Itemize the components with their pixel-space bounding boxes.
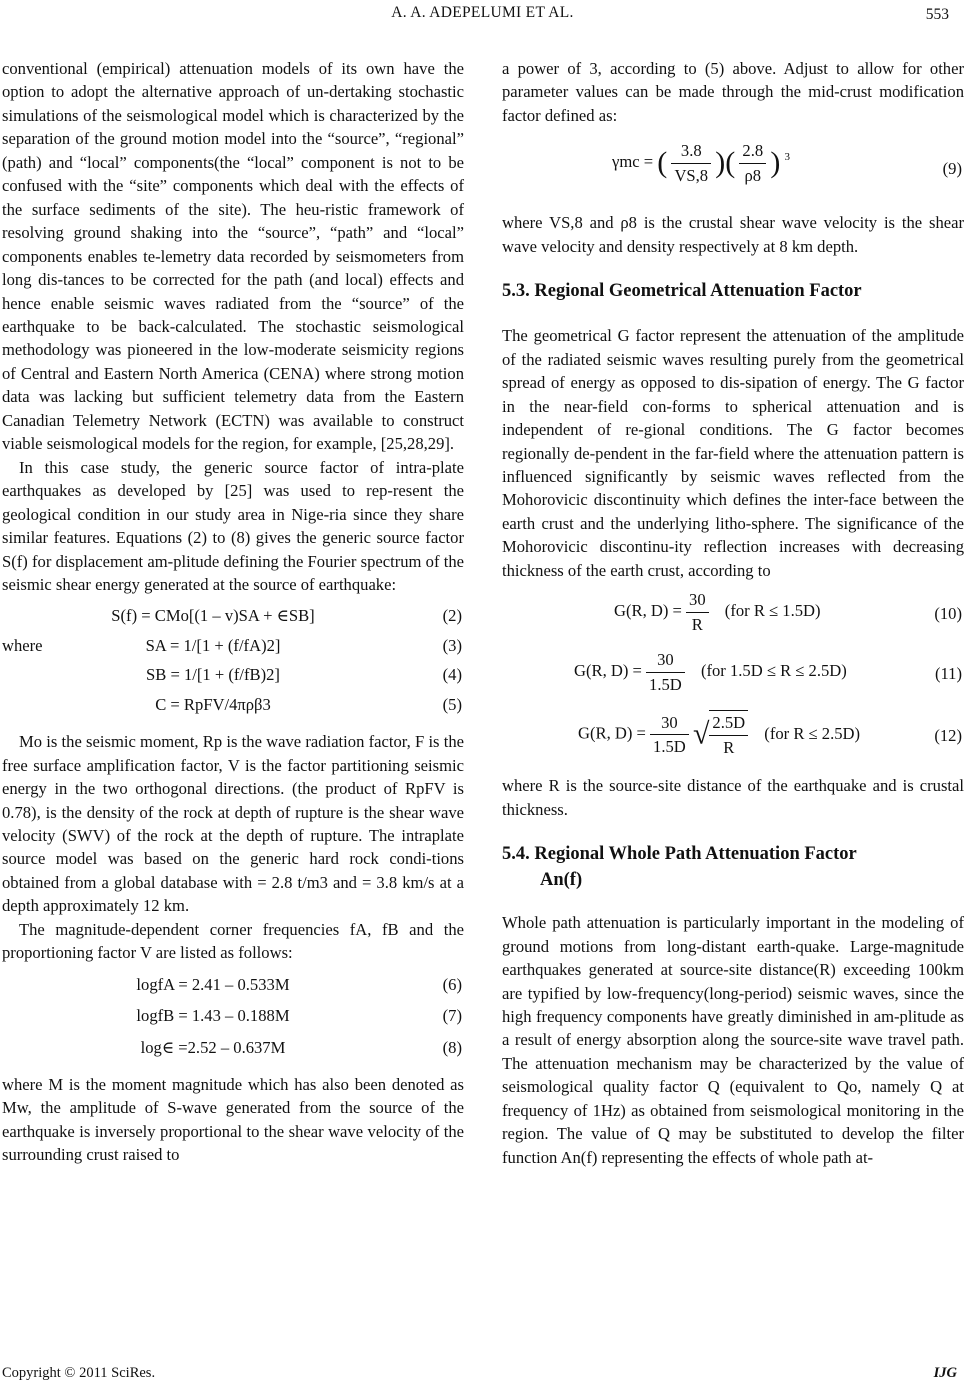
equation-number: (7): [442, 1006, 462, 1026]
equation-6: [2, 973, 464, 996]
equation-number: (4): [442, 665, 462, 685]
fraction-numerator: 30: [646, 648, 685, 672]
fraction-numerator: 30: [650, 711, 689, 735]
equation-number: (2): [442, 606, 462, 626]
sqrt-icon: √: [692, 717, 710, 751]
condition: (for R ≤ 1.5D): [724, 601, 821, 621]
equation-9: γmc = ( $\frac{3.8}{VS,8}$ )( $\frac{2.8}{\rho 8}$ ) $^3$ (9): [502, 133, 964, 207]
paragraph: a power of 3, according to (5) above. Adjust to allow for other parameter values can be made through the mid-crust modification factor defined as:: [502, 59, 964, 125]
equation-number: (5): [442, 694, 462, 714]
paragraph: Mo is the seismic moment, Rp is the wave radiation factor, F is the free surface amplification factor, V is the factor partitioning seismic energy in the two orthogonal directions. (the product of RpFV is 0.78), is the density of the rock at depth of rupture is the shear wave velocity (SWV) of the rock at the depth of rupture. The intraplate source model was based on the generic hard rock condi-tions obtained from a global database with = 2.8 t/m3 and = 3.8 km/s at a depth approximately 12 km.: [2, 732, 464, 916]
equation-number: (12): [934, 726, 962, 746]
page-number: 553: [925, 6, 949, 23]
equation-number: (10): [934, 604, 962, 624]
equation-lhs: G(R, D) =: [578, 723, 646, 743]
left-column: [2, 57, 464, 1167]
fraction-numerator: 30: [686, 588, 709, 612]
fraction-denominator: 1.5D: [649, 674, 682, 694]
paragraph: where R is the source-site distance of the earthquake and is crustal thickness.: [502, 776, 964, 819]
equation-2: [2, 604, 464, 627]
condition: (for R ≤ 2.5D): [764, 723, 861, 743]
section-heading: 5.3. Regional Geometrical Attenuation Factor: [502, 281, 862, 302]
equation-body: SB = 1/[1 + (f/fB)2]: [146, 665, 280, 685]
equation-number: (9): [942, 159, 962, 179]
section-heading-continued: An(f): [540, 870, 583, 891]
where-label: where: [2, 635, 43, 655]
equation-4: [2, 663, 464, 686]
equation-lhs: G(R, D) =: [574, 661, 642, 681]
fraction-denominator: ρ8: [744, 165, 762, 185]
equation-10: [502, 588, 964, 642]
paragraph: The geometrical G factor represent the attenuation of the amplitude of the radiated seismic waves resulting purely from the geometrical spread of energy as opposed to dis-sipation of energy. The G factor in the near-field con-forms to spherical attenuation and is independent of re-gional conditions. The G factor becomes regionally de-pendent in the far-field where the attenuation pattern is influenced significantly by seismic waves reflected from the Mohorovicic discontinuity which defines the inter-face between the earth crust and the underlying litho-sphere. The significance of the Mohorovicic discontinu-ity reflection increases with decreasing thickness of the earth crust, according to: [502, 326, 964, 580]
equation-body: S(f) = CMo[(1 – v)SA + ∈SB]: [111, 606, 315, 626]
paragraph: conventional (empirical) attenuation models of its own have the option to adopt the alternative approach of un-dertaking stochastic simulations of the seismological model which is characterized by the separation of the ground motion model into the “source”, “regional” (path) and “local” components(the “local” component is not to be confused with the “site” components which deal with the effects of the surface sediments of the site). The heu-ristic framework of resolving ground shaking into the “source”, “path” and “local” components enables te-lemetry data recorded by seismometers from long dis-tances to be corrected for the path (and local) effects and hence enable seismic waves radiated from the “source” of the earthquake to be back-calculated. The stochastic seismological methodology was pioneered in the low-moderate seismicity regions of Central and Eastern North America (CENA) where strong motion data was lacking but sufficient telemetry data from the Eastern Canadian Telemetry Network (ECTN) was available to construct viable seismological models for the region, for example, [25,28,29].: [2, 59, 464, 454]
equation-body: SA = 1/[1 + (f/fA)2]: [145, 635, 281, 655]
equation-number: (11): [934, 664, 962, 684]
equation-12: [502, 710, 964, 768]
paragraph: where M is the moment magnitude which has also been denoted as Mw, the amplitude of S-wave generated from the source of the earthquake is inversely proportional to the shear wave velocity of the surrounding crust raised to: [2, 1075, 464, 1165]
paragraph: In this case study, the generic source factor of intra-plate earthquakes as developed by [25] was used to rep-resent the geological condition in our study area in Nige-ria since they share similar features. Equations (2) to (8) gives the generic source factor S(f) for displacement am-plitude defining the Fourier spectrum of the seismic shear energy generated at the source of earthquake:: [2, 457, 464, 594]
running-head: A. A. ADEPELUMI ET AL.: [391, 4, 574, 21]
exponent: 3: [784, 151, 790, 164]
equation-8: [2, 1036, 464, 1059]
copyright: Copyright © 2011 SciRes.: [2, 1365, 156, 1381]
equation-lhs: G(R, D) =: [614, 601, 682, 621]
fraction-denominator: R: [723, 737, 735, 757]
equation-number: (6): [442, 974, 462, 994]
fraction-denominator: 1.5D: [653, 737, 686, 757]
paragraph: The magnitude-dependent corner frequencies fA, fB and the proportioning factor V are listed as follows:: [2, 919, 464, 963]
equation-body: C = RpFV/4πρβ3: [155, 694, 271, 714]
section-heading: 5.4. Regional Whole Path Attenuation Factor: [502, 844, 857, 865]
equation-lhs: γmc =: [612, 152, 654, 172]
paragraph: Whole path attenuation is particularly important in the modeling of ground motions from long-distant earth-quake. Large-magnitude earthquakes generated at source-site distance(R) exceeding 100km are typified by low-frequency(long-period) seismic waves, since the high frequency components have greatly diminished in am-plitude as a result of energy absorption along the source-site wave travel path. The attenuation mechanism may be characterized by the value of seismological quality factor Q (equivalent to Qo, namely Q at frequency of 1Hz) as obtained from seismological monitoring in the region. The value of Q may be substituted to develop the filter function An(f) representing the effects of whole path at-: [502, 913, 964, 1167]
fraction-numerator: 2.8: [739, 139, 766, 163]
right-column: [502, 57, 964, 1169]
paragraph: where VS,8 and ρ8 is the crustal shear wave velocity is the shear wave velocity and density respectively at 8 km depth.: [502, 213, 964, 256]
journal-abbrev: IJG: [933, 1365, 957, 1381]
equation-5: [2, 693, 464, 716]
condition: (for 1.5D ≤ R ≤ 2.5D): [700, 661, 847, 681]
fraction-numerator: 3.8: [671, 139, 711, 163]
equation-7: [2, 1004, 464, 1027]
equation-number: (3): [442, 635, 462, 655]
equation-3: [2, 634, 464, 657]
equation-body: logfA = 2.41 – 0.533M: [136, 974, 290, 994]
equation-number: (8): [442, 1037, 462, 1057]
fraction-denominator: R: [691, 614, 703, 634]
fraction-denominator: VS,8: [674, 165, 709, 185]
equation-body: logfB = 1.43 – 0.188M: [136, 1006, 290, 1026]
fraction-numerator: 2.5D: [709, 711, 748, 735]
equation-body: log∈ =2.52 – 0.637M: [140, 1037, 286, 1057]
equation-11: [502, 648, 964, 704]
